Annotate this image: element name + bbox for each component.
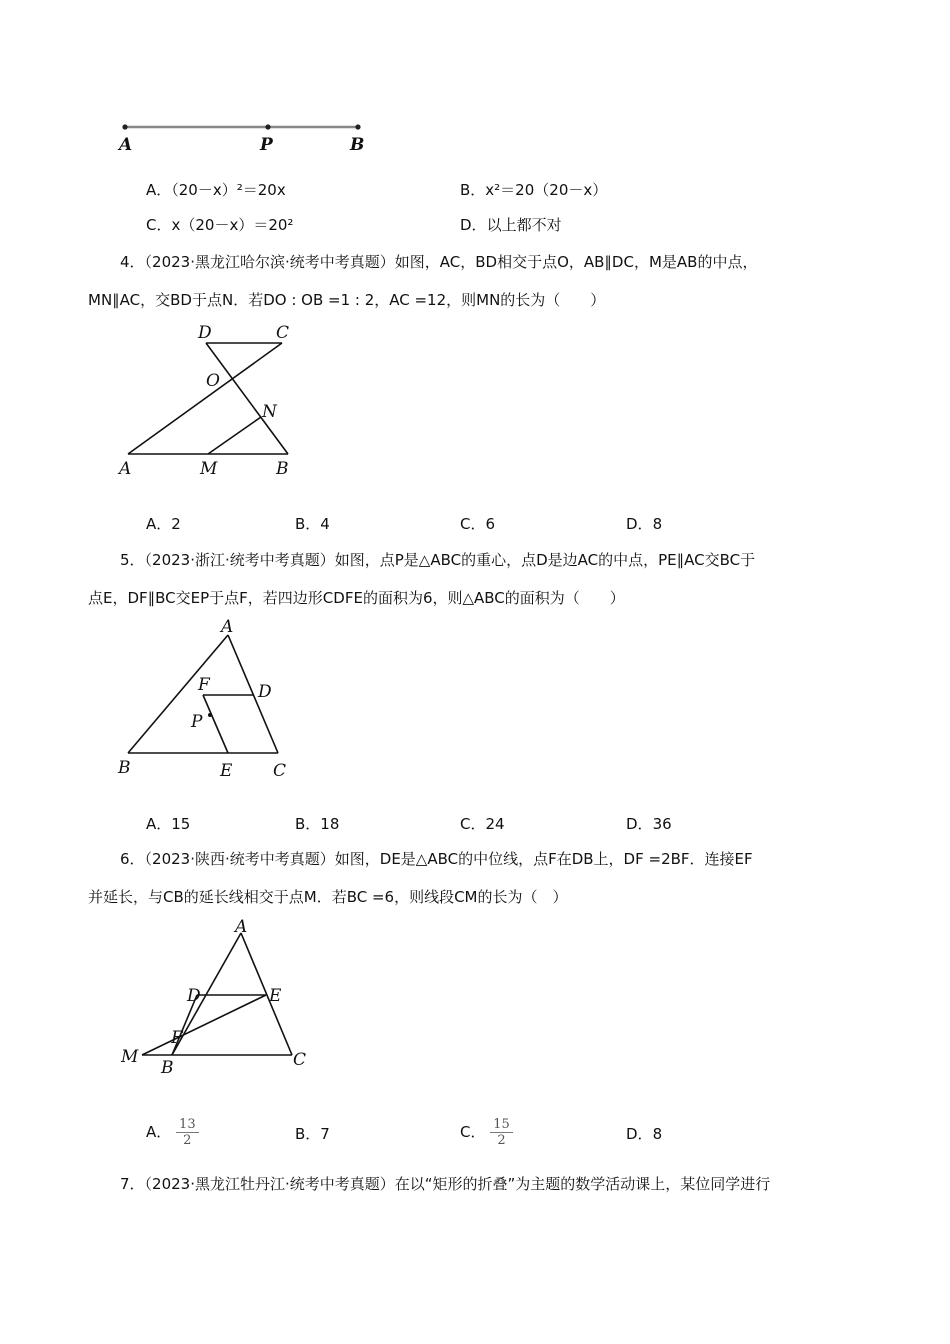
label-c: C bbox=[276, 323, 290, 343]
q4-figure bbox=[110, 318, 310, 483]
fraction-13-over-2 bbox=[176, 1117, 199, 1148]
label-c: C bbox=[273, 761, 287, 781]
label-d: D bbox=[198, 323, 212, 343]
label-p: P bbox=[191, 712, 203, 732]
denominator: 2 bbox=[497, 1133, 506, 1148]
label-d: D bbox=[258, 682, 272, 702]
segment-figure bbox=[110, 115, 380, 160]
numerator: 15 bbox=[490, 1117, 513, 1133]
question-number: 4． bbox=[120, 253, 145, 271]
q6-option-d[interactable] bbox=[626, 1124, 662, 1144]
option-text: 24 bbox=[485, 815, 505, 833]
option-text: 以上都不对 bbox=[486, 216, 562, 234]
q6-line2 bbox=[88, 887, 568, 907]
q4-option-a[interactable] bbox=[146, 514, 181, 534]
label-d: D bbox=[187, 986, 201, 1006]
q6-option-a[interactable] bbox=[146, 1112, 199, 1152]
label-m: M bbox=[121, 1047, 139, 1067]
label-b: B bbox=[161, 1058, 174, 1075]
label-a: A bbox=[235, 917, 248, 937]
question-text: 并延长，与CB的延长线相交于点M．若BC =6，则线段CM的长为（ ） bbox=[88, 888, 568, 906]
q3-option-b[interactable] bbox=[460, 180, 607, 200]
q6-figure bbox=[110, 915, 320, 1075]
label-f: F bbox=[198, 675, 210, 695]
label-b: B bbox=[350, 135, 365, 155]
label-a: A bbox=[119, 459, 132, 479]
option-key: B． bbox=[460, 181, 486, 199]
label-o: O bbox=[206, 371, 220, 391]
question-text: 在以“矩形的折叠”为主题的数学活动课上，某位同学进行 bbox=[394, 1175, 771, 1193]
label-e: E bbox=[220, 761, 233, 781]
question-text: 如图，AC，BD相交于点O，AB∥DC，M是AB的中点， bbox=[394, 253, 758, 271]
question-source: （2023·黑龙江哈尔滨·统考中考真题） bbox=[144, 253, 395, 271]
label-a: A bbox=[119, 135, 133, 155]
option-key: D． bbox=[626, 1125, 653, 1143]
q4-line2 bbox=[88, 290, 605, 310]
label-c: C bbox=[293, 1050, 307, 1070]
q3-option-d[interactable] bbox=[460, 215, 562, 235]
q5-line1 bbox=[120, 550, 755, 570]
numerator: 13 bbox=[176, 1117, 199, 1133]
q7-line1 bbox=[120, 1174, 770, 1194]
option-text: 7 bbox=[320, 1125, 330, 1143]
q3-option-a[interactable] bbox=[146, 180, 286, 200]
q5-line2 bbox=[88, 588, 625, 608]
q4-option-d[interactable] bbox=[626, 514, 662, 534]
option-text: 8 bbox=[652, 1125, 663, 1143]
option-key: C． bbox=[460, 1123, 486, 1141]
question-source: （2023·浙江·统考中考真题） bbox=[144, 551, 335, 569]
question-text: 如图，点P是△ABC的重心，点D是边AC的中点，PE∥AC交BC于 bbox=[334, 551, 756, 569]
option-text: x（20－x）＝20² bbox=[171, 216, 294, 234]
q4-option-b[interactable] bbox=[295, 514, 330, 534]
option-text: 8 bbox=[652, 515, 663, 533]
q5-option-a[interactable] bbox=[146, 814, 190, 834]
option-key: B． bbox=[295, 515, 321, 533]
option-text: 2 bbox=[171, 515, 181, 533]
option-text: 6 bbox=[485, 515, 496, 533]
option-text: 36 bbox=[652, 815, 672, 833]
question-number: 6． bbox=[120, 850, 145, 868]
label-m: M bbox=[200, 459, 218, 479]
q6-option-b[interactable] bbox=[295, 1124, 330, 1144]
q4-option-c[interactable] bbox=[460, 514, 495, 534]
option-key: C． bbox=[460, 815, 486, 833]
question-source: （2023·黑龙江牡丹江·统考中考真题） bbox=[144, 1175, 395, 1193]
q5-option-b[interactable] bbox=[295, 814, 339, 834]
option-key: A． bbox=[146, 181, 172, 199]
option-text: 15 bbox=[171, 815, 191, 833]
denominator: 2 bbox=[183, 1133, 192, 1148]
question-text: MN∥AC，交BD于点N．若DO : OB =1 : 2，AC =12，则MN的长为（ ） bbox=[88, 291, 606, 309]
option-text: （20－x）²＝20x bbox=[171, 181, 286, 199]
option-key: A． bbox=[146, 515, 172, 533]
label-p: P bbox=[260, 135, 273, 155]
option-key: D． bbox=[626, 815, 653, 833]
q4-line1 bbox=[120, 252, 757, 272]
label-a: A bbox=[221, 617, 234, 637]
label-f: F bbox=[171, 1028, 183, 1048]
label-n: N bbox=[262, 402, 277, 422]
q6-line1 bbox=[120, 849, 753, 869]
option-key: A． bbox=[146, 1123, 172, 1141]
option-key: A． bbox=[146, 815, 172, 833]
question-source: （2023·陕西·统考中考真题） bbox=[144, 850, 335, 868]
option-text: 18 bbox=[320, 815, 340, 833]
option-key: B． bbox=[295, 815, 321, 833]
option-key: C． bbox=[460, 515, 486, 533]
q6-option-c[interactable] bbox=[460, 1112, 513, 1152]
q3-option-c[interactable] bbox=[146, 215, 293, 235]
option-key: D． bbox=[626, 515, 653, 533]
q5-option-c[interactable] bbox=[460, 814, 505, 834]
fraction-15-over-2 bbox=[490, 1117, 513, 1148]
question-number: 7． bbox=[120, 1175, 145, 1193]
question-text: 如图，DE是△ABC的中位线，点F在DB上，DF =2BF．连接EF bbox=[334, 850, 753, 868]
label-b: B bbox=[276, 459, 289, 479]
option-text: x²＝20（20－x） bbox=[485, 181, 608, 199]
label-e: E bbox=[269, 986, 282, 1006]
label-b: B bbox=[118, 758, 131, 778]
option-key: C． bbox=[146, 216, 172, 234]
question-number: 5． bbox=[120, 551, 145, 569]
question-text: 点E，DF∥BC交EP于点F，若四边形CDFE的面积为6，则△ABC的面积为（ ） bbox=[88, 589, 625, 607]
option-key: B． bbox=[295, 1125, 321, 1143]
option-text: 4 bbox=[320, 515, 330, 533]
q5-option-d[interactable] bbox=[626, 814, 672, 834]
q5-figure bbox=[110, 615, 310, 785]
option-key: D． bbox=[460, 216, 487, 234]
